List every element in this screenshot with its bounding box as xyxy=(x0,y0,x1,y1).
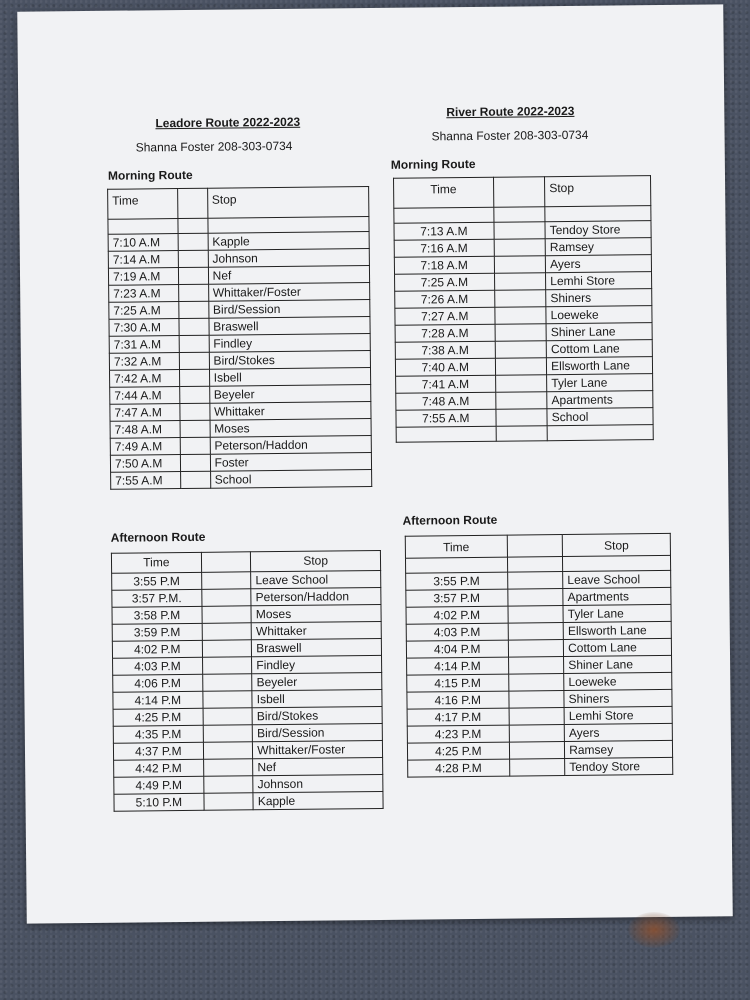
time-cell: 4:02 P.M xyxy=(112,640,202,658)
leadore-route-title: Leadore Route 2022-2023 xyxy=(155,114,301,131)
stop-cell: Bird/Stokes xyxy=(209,351,371,370)
stop-cell: Findley xyxy=(209,334,371,353)
time-cell: 7:26 A.M xyxy=(395,290,495,308)
stop-cell: Ellsworth Lane xyxy=(547,357,653,375)
time-cell: 4:03 P.M xyxy=(113,657,203,675)
time-cell: 7:41 A.M xyxy=(396,375,496,393)
stop-cell: Ramsey xyxy=(545,238,651,256)
stop-cell: Loeweke xyxy=(546,306,652,324)
table-row xyxy=(111,470,372,490)
stop-cell: Braswell xyxy=(252,638,382,656)
stop-cell: Whittaker/Foster xyxy=(253,740,383,758)
table-row xyxy=(113,740,382,760)
table-row xyxy=(395,340,652,360)
stop-cell: Ellsworth Lane xyxy=(563,621,671,639)
time-header: Time xyxy=(394,177,494,208)
time-cell: 5:10 P.M xyxy=(114,793,204,811)
table-row xyxy=(395,357,652,377)
stop-cell: Cottom Lane xyxy=(546,340,652,358)
time-cell: 7:47 A.M xyxy=(110,404,180,422)
river-afternoon-table xyxy=(405,533,674,778)
time-cell: 7:27 A.M xyxy=(395,307,495,325)
table-row xyxy=(395,323,652,343)
stop-cell: Isbell xyxy=(252,689,382,707)
table-row xyxy=(114,791,383,811)
stop-cell: Shiners xyxy=(546,289,652,307)
stop-cell: Tyler Lane xyxy=(563,604,671,622)
schedule-sheet xyxy=(17,4,733,923)
stop-cell: Nef xyxy=(208,266,370,285)
leadore-morning-table xyxy=(107,186,372,490)
time-cell: 4:25 P.M xyxy=(407,742,509,760)
time-header: Time xyxy=(111,552,201,573)
time-header: Time xyxy=(108,189,178,220)
time-cell: 4:14 P.M xyxy=(407,657,509,675)
stop-cell: Whittaker xyxy=(251,621,381,639)
table-row xyxy=(394,221,651,241)
stop-header: Stop xyxy=(545,176,651,207)
time-cell: 4:15 P.M xyxy=(407,674,509,692)
time-cell: 4:17 P.M xyxy=(407,708,509,726)
river-morning-label: Morning Route xyxy=(390,156,476,172)
stop-cell: Peterson/Haddon xyxy=(210,436,372,455)
stop-header: Stop xyxy=(251,550,381,571)
stop-cell: Tendoy Store xyxy=(545,221,651,239)
stop-cell: Peterson/Haddon xyxy=(251,587,381,605)
time-cell: 7:31 A.M xyxy=(109,336,179,354)
time-cell: 7:42 A.M xyxy=(110,370,180,388)
leadore-contact: Shanna Foster 208-303-0734 xyxy=(135,138,293,155)
leadore-afternoon-label: Afternoon Route xyxy=(110,529,206,545)
time-cell: 4:04 P.M xyxy=(406,640,508,658)
stop-cell: School xyxy=(547,408,653,426)
table-row xyxy=(407,655,672,675)
time-cell: 3:58 P.M xyxy=(112,606,202,624)
time-cell: 4:23 P.M xyxy=(407,725,509,743)
time-cell: 4:28 P.M xyxy=(408,759,510,777)
time-cell: 7:40 A.M xyxy=(395,358,495,376)
stop-cell: Apartments xyxy=(547,391,653,409)
stop-cell: Tendoy Store xyxy=(565,757,673,775)
time-cell: 4:16 P.M xyxy=(407,691,509,709)
time-cell: 4:42 P.M xyxy=(114,759,204,777)
time-cell: 4:49 P.M xyxy=(114,776,204,794)
stop-cell: Ayers xyxy=(545,255,651,273)
stop-cell: Whittaker/Foster xyxy=(208,283,370,302)
stop-cell: Lemhi Store xyxy=(546,272,652,290)
time-cell: 7:48 A.M xyxy=(396,392,496,410)
stop-cell: Leave School xyxy=(563,570,671,588)
time-cell: 7:32 A.M xyxy=(109,353,179,371)
stop-cell: Apartments xyxy=(563,587,671,605)
time-cell: 7:49 A.M xyxy=(110,438,180,456)
stop-cell: Shiner Lane xyxy=(546,323,652,341)
river-afternoon-label: Afternoon Route xyxy=(402,512,498,528)
time-cell: 4:02 P.M xyxy=(406,606,508,624)
stop-cell: Johnson xyxy=(253,774,383,792)
time-cell: 3:55 P.M xyxy=(112,572,202,590)
time-header: Time xyxy=(405,535,507,558)
stop-cell: Shiners xyxy=(564,689,672,707)
river-route-title: River Route 2022-2023 xyxy=(446,103,575,120)
river-morning-table xyxy=(393,175,654,443)
table-row xyxy=(406,570,671,590)
stop-cell: Beyeler xyxy=(252,672,382,690)
time-cell: 7:55 A.M xyxy=(111,472,181,490)
time-cell: 3:57 P.M xyxy=(406,589,508,607)
time-cell: 4:25 P.M xyxy=(113,708,203,726)
leadore-afternoon-table xyxy=(111,550,384,812)
time-cell: 4:06 P.M xyxy=(113,674,203,692)
stop-cell: Cottom Lane xyxy=(564,638,672,656)
time-cell: 7:16 A.M xyxy=(394,239,494,257)
time-cell: 7:25 A.M xyxy=(395,273,495,291)
stop-cell: Nef xyxy=(253,757,383,775)
time-cell: 7:25 A.M xyxy=(109,302,179,320)
river-contact: Shanna Foster 208-303-0734 xyxy=(431,127,589,144)
stop-cell: Findley xyxy=(252,655,382,673)
time-cell: 7:13 A.M xyxy=(394,222,494,240)
stop-cell: Kapple xyxy=(253,791,383,809)
stop-cell: Johnson xyxy=(208,249,370,268)
table-row xyxy=(395,272,652,292)
stop-cell: Moses xyxy=(210,419,372,438)
stop-cell: Leave School xyxy=(251,570,381,588)
stop-cell: Braswell xyxy=(209,317,371,336)
time-cell: 7:55 A.M xyxy=(396,409,496,427)
time-cell: 3:55 P.M xyxy=(406,572,508,590)
stop-cell: Loeweke xyxy=(564,672,672,690)
time-cell: 3:59 P.M xyxy=(112,623,202,641)
stop-cell: Tyler Lane xyxy=(547,374,653,392)
time-cell: 7:44 A.M xyxy=(110,387,180,405)
time-cell: 7:30 A.M xyxy=(109,319,179,337)
stop-cell: Kapple xyxy=(208,232,370,251)
time-cell: 7:14 A.M xyxy=(108,251,178,269)
time-cell: 7:23 A.M xyxy=(109,285,179,303)
stop-cell: Isbell xyxy=(209,368,371,387)
table-row xyxy=(406,621,671,641)
stop-cell: Whittaker xyxy=(209,402,371,421)
stop-cell: Beyeler xyxy=(209,385,371,404)
time-cell: 4:14 P.M xyxy=(113,691,203,709)
stop-cell: Foster xyxy=(210,453,372,472)
stop-cell: Bird/Session xyxy=(252,723,382,741)
stop-cell: Bird/Stokes xyxy=(252,706,382,724)
time-cell: 4:35 P.M xyxy=(113,725,203,743)
time-cell: 7:10 A.M xyxy=(108,234,178,252)
time-cell: 7:28 A.M xyxy=(395,324,495,342)
table-row xyxy=(407,706,672,726)
table-row xyxy=(408,757,673,777)
time-cell: 3:57 P.M. xyxy=(112,589,202,607)
stop-cell: Bird/Session xyxy=(208,300,370,319)
stop-cell: Ayers xyxy=(564,723,672,741)
floor-stain xyxy=(628,912,680,948)
table-row xyxy=(406,638,671,658)
table-row xyxy=(112,587,381,607)
stop-header: Stop xyxy=(207,187,369,219)
time-cell: 7:38 A.M xyxy=(395,341,495,359)
time-cell: 7:48 A.M xyxy=(110,421,180,439)
time-cell: 4:03 P.M xyxy=(406,623,508,641)
time-cell: 4:37 P.M xyxy=(113,742,203,760)
stop-cell: Lemhi Store xyxy=(564,706,672,724)
stop-cell: Moses xyxy=(251,604,381,622)
stop-cell: Shiner Lane xyxy=(564,655,672,673)
time-cell: 7:19 A.M xyxy=(108,268,178,286)
stop-header: Stop xyxy=(562,533,670,556)
stop-cell: School xyxy=(210,470,372,489)
leadore-morning-label: Morning Route xyxy=(107,167,193,183)
time-cell: 7:18 A.M xyxy=(394,256,494,274)
time-cell: 7:50 A.M xyxy=(110,455,180,473)
stop-cell: Ramsey xyxy=(565,740,673,758)
